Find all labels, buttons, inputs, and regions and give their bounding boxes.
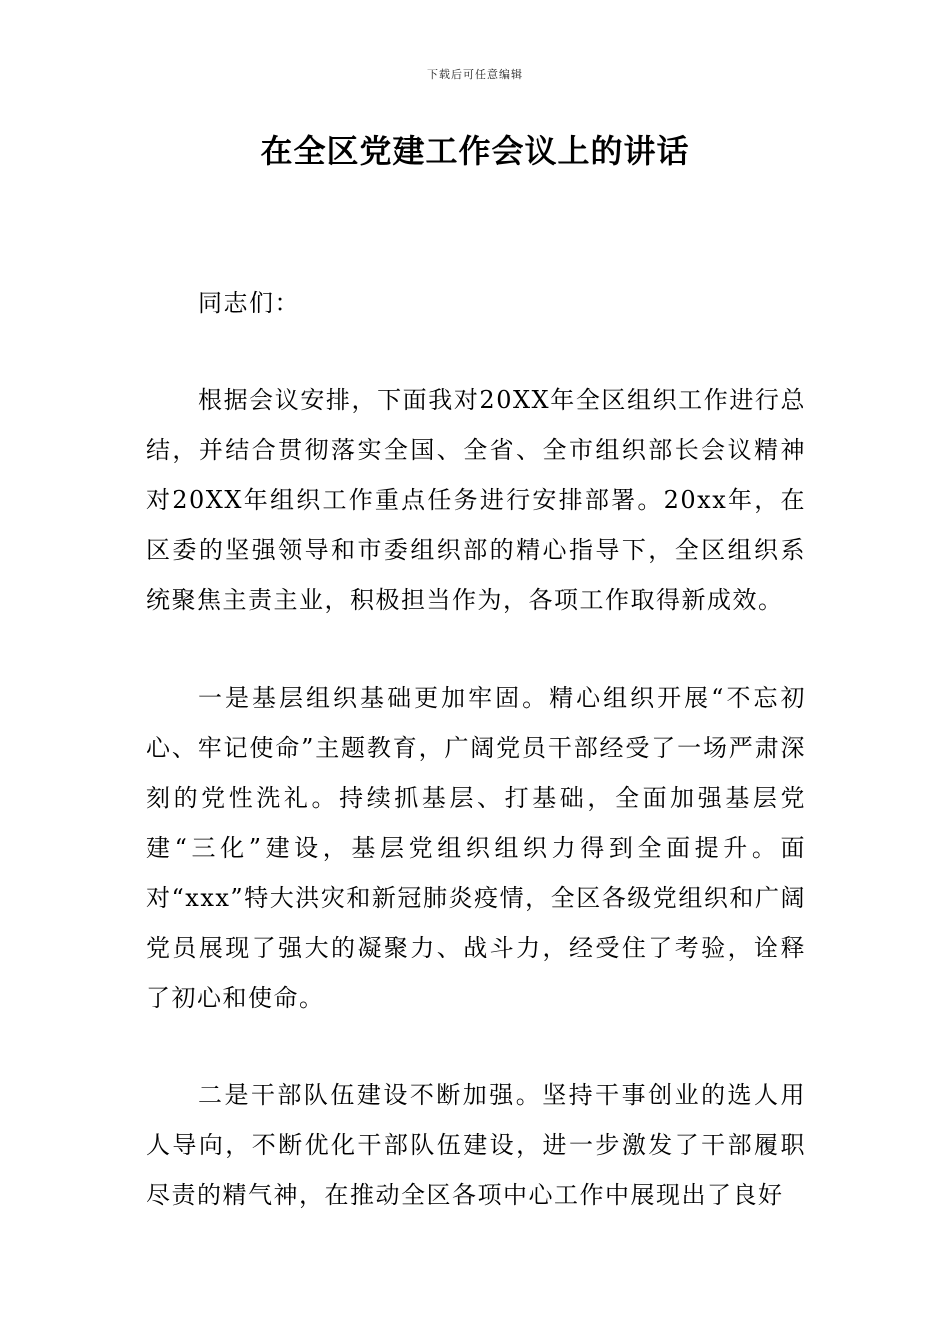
paragraph-2: 一是基层组织基础更加牢固。精心组织开展“不忘初心、牢记使命”主题教育，广阔党员干部经受了一场严肃深刻的党性洗礼。持续抓基层、打基础，全面加强基层党建“三化”建设，基层党组织组织力得到全面提升。面对“xxx”特大洪灾和新冠肺炎疫情，全区各级党组织和广阔党员展现了强大的凝聚力、战斗力，经受住了考验，诠释了初心和使命。 (146, 684, 806, 1012)
document-title: 在全区党建工作会议上的讲话 (260, 132, 690, 170)
header-note: 下载后可任意编辑 (427, 68, 523, 81)
paragraph-1: 根据会议安排，下面我对20XX年全区组织工作进行总结，并结合贯彻落实全国、全省、全市组织部长会议精神对20XX年组织工作重点任务进行安排部署。20xx年，在区委的坚强领导和市委组织部的精心指导下，全区组织系统聚焦主责主业，积极担当作为，各项工作取得新成效。 (146, 386, 806, 614)
salutation: 同志们： (198, 289, 300, 317)
paragraph-3: 二是干部队伍建设不断加强。坚持干事创业的选人用人导向，不断优化干部队伍建设，进一步激发了干部履职尽责的精气神，在推动全区各项中心工作中展现出了良好 (146, 1081, 806, 1209)
